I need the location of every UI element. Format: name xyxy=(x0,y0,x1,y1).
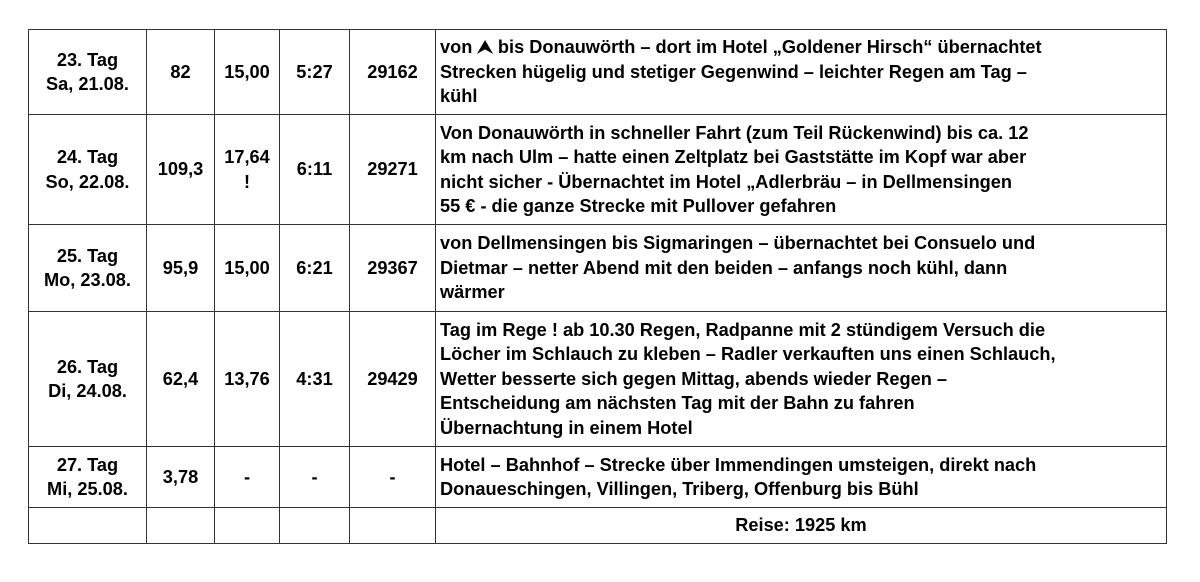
odometer-cell: 29367 xyxy=(350,225,436,312)
description-line: 55 € - die ganze Strecke mit Pullover gefahren xyxy=(440,196,837,216)
date-label: So, 22.08. xyxy=(45,171,130,192)
empty-cell xyxy=(350,508,436,544)
table-row xyxy=(29,447,1167,508)
table-row xyxy=(29,115,1167,225)
table-row xyxy=(29,225,1167,312)
description-line: von Dellmensingen bis Sigmaringen – übernachtet bei Consuelo und xyxy=(440,233,1036,254)
description-line: Donaueschingen, Villingen, Triberg, Offenburg bis Bühl xyxy=(440,479,919,499)
speed-cell: 15,00 xyxy=(215,225,280,312)
time-cell: 5:27 xyxy=(280,30,350,115)
day-label: 26. Tag xyxy=(56,356,119,377)
day-label: 23. Tag xyxy=(56,49,119,70)
odometer-cell: 29429 xyxy=(350,312,436,447)
trip-total: Reise: 1925 km xyxy=(436,508,1167,544)
table-row xyxy=(29,312,1167,447)
distance-cell: 82 xyxy=(147,30,215,115)
description-line: Übernachtung in einem Hotel xyxy=(440,417,693,438)
description-line: Tag im Rege ! ab 10.30 Regen, Radpanne mit 2 stündigem Versuch die xyxy=(440,319,1046,340)
travel-log-table xyxy=(28,29,1167,544)
speed-cell: - xyxy=(215,447,280,508)
day-cell xyxy=(29,115,147,225)
description-line: Dietmar – netter Abend mit den beiden – anfangs noch kühl, dann xyxy=(440,257,1008,278)
distance-cell: 3,78 xyxy=(147,447,215,508)
speed-cell: 15,00 xyxy=(215,30,280,115)
day-label: 24. Tag xyxy=(56,147,119,167)
date-label: Mi, 25.08. xyxy=(47,479,128,499)
day-cell xyxy=(29,30,147,115)
odometer-cell: 29162 xyxy=(350,30,436,115)
day-cell xyxy=(29,225,147,312)
description-line: Wetter besserte sich gegen Mittag, abends wieder Regen – xyxy=(440,368,948,389)
summary-row xyxy=(29,508,1167,544)
distance-cell: 62,4 xyxy=(147,312,215,447)
odometer-cell: - xyxy=(350,447,436,508)
empty-cell xyxy=(147,508,215,544)
speed-value: 17,64 xyxy=(224,147,270,167)
description-line: wärmer xyxy=(440,282,505,303)
date-label: Mo, 23.08. xyxy=(44,270,131,290)
day-label: 27. Tag xyxy=(56,454,119,475)
description-line: kühl xyxy=(440,86,478,107)
speed-cell xyxy=(215,115,280,225)
description-line: Von Donauwörth in schneller Fahrt (zum Teil Rückenwind) bis ca. 12 xyxy=(440,122,1029,143)
description-line: Löcher im Schlauch zu kleben – Radler verkauften uns einen Schlauch, xyxy=(440,344,1056,365)
speed-cell: 13,76 xyxy=(215,312,280,447)
day-cell xyxy=(29,447,147,508)
description-cell xyxy=(436,115,1167,225)
description-line: km nach Ulm – hatte einen Zeltplatz bei Gaststätte im Kopf war aber xyxy=(440,147,1027,167)
empty-cell xyxy=(215,508,280,544)
odometer-cell: 29271 xyxy=(350,115,436,225)
description-cell xyxy=(436,447,1167,508)
description-line: Hotel – Bahnhof – Strecke über Immendingen umsteigen, direkt nach xyxy=(440,454,1037,475)
time-cell: 6:11 xyxy=(280,115,350,225)
time-cell: 4:31 xyxy=(280,312,350,447)
date-label: Sa, 21.08. xyxy=(46,74,129,94)
description-cell xyxy=(436,30,1167,115)
description-cell xyxy=(436,225,1167,312)
table-row xyxy=(29,30,1167,115)
description-line: Entscheidung am nächsten Tag mit der Bahn zu fahren xyxy=(440,393,915,414)
description-line: Strecken hügelig und stetiger Gegenwind – leichter Regen am Tag – xyxy=(440,61,1027,82)
day-cell xyxy=(29,312,147,447)
distance-cell: 109,3 xyxy=(147,115,215,225)
speed-mark: ! xyxy=(243,171,251,192)
time-cell: - xyxy=(280,447,350,508)
description-cell xyxy=(436,312,1167,447)
description-line: nicht sicher - Übernachtet im Hotel „Adlerbräu – in Dellmensingen xyxy=(440,171,1013,192)
empty-cell xyxy=(29,508,147,544)
description-line: von ⮝ bis Donauwörth – dort im Hotel „Goldener Hirsch“ übernachtet xyxy=(440,37,1042,58)
time-cell: 6:21 xyxy=(280,225,350,312)
empty-cell xyxy=(280,508,350,544)
date-label: Di, 24.08. xyxy=(48,381,127,401)
day-label: 25. Tag xyxy=(56,245,119,266)
distance-cell: 95,9 xyxy=(147,225,215,312)
